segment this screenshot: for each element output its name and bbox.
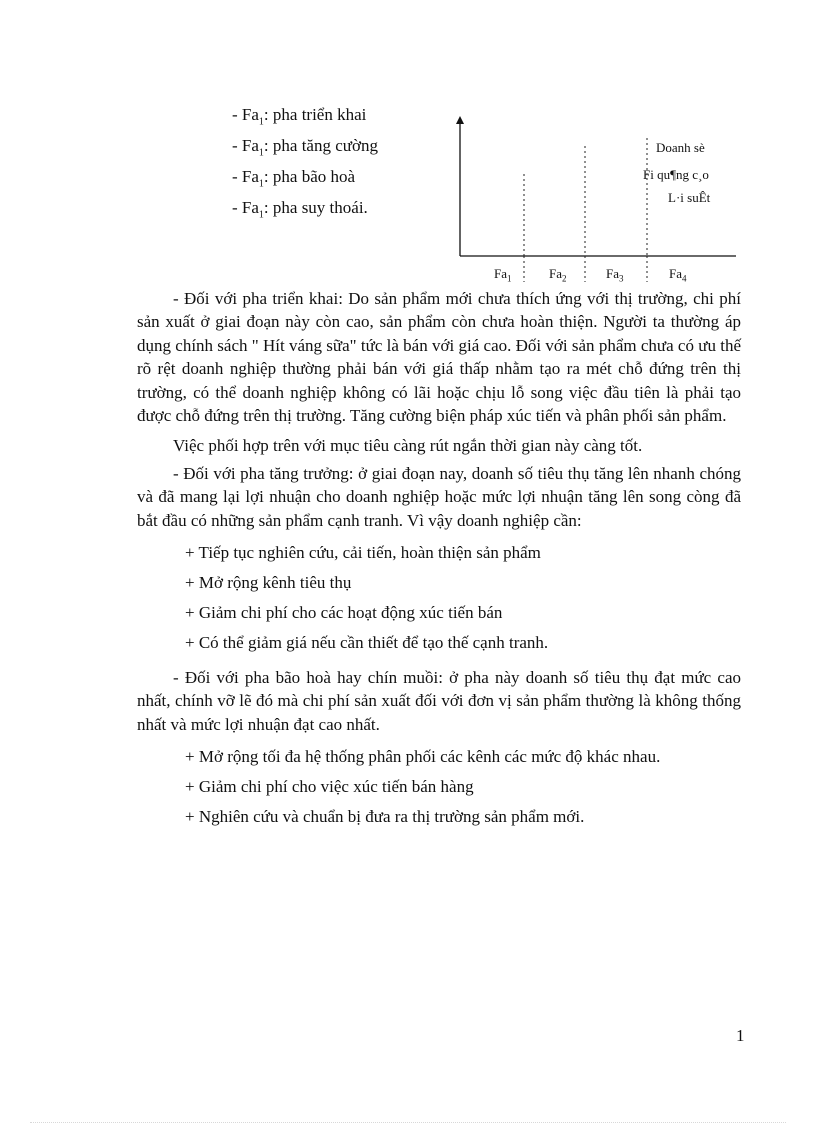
phase-list [232,103,378,227]
paragraph-maturity-phase: - Đối với pha bão hoà hay chín muồi: ở pha này doanh số tiêu thụ đạt mức cao nhất, chính vỡ lẽ đó mà chi phí sản xuất đối với đơn vị sản phẩm thường là không thống nhất và mức lợi nhuận đạt cao nhất. [137,668,741,734]
phase-label-1: $Fa_1$ [494,266,512,284]
maturity-bullet: + Nghiên cứu và chuẩn bị đưa ra thị trường sản phẩm mới. [185,807,585,827]
growth-bullet: + Tiếp tục nghiên cứu, cải tiến, hoàn thiện sản phẩm [185,543,541,563]
page-number: 1 [736,1026,745,1045]
growth-bullet: + Mở rộng kênh tiêu thụ [185,573,352,593]
phase-list-item: - $Fa_1$: pha triển khai [232,105,367,128]
phase-list-item: - $Fa_1$: pha bão hoà [232,167,356,190]
body-text [137,287,741,832]
maturity-bullet: + Mở rộng tối đa hệ thống phân phối các kênh các mức độ khác nhau. [185,747,661,767]
phase-label-3: $Fa_3$ [606,266,624,284]
legend-sales: Doanh sè [656,140,705,155]
paragraph-introduction-phase: - Đối với pha triển khai: Do sản phẩm mới chưa thích ứng với thị trường, chi phí sản xuất ở giai đoạn này còn cao, sản phẩm còn chưa hoàn thiện. Người ta thường áp dụng chính sách " Hít váng sữa" tức là bán với giá cao. Đối với sản phẩm chưa có ưu thế rõ rệt doanh nghiệp thường phải bán với giá thấp nhằm tạo ra mét chỗ đứng trên thị trường, có thể doanh nghiệp không có lãi hoặc chịu lỗ song việc đầu tiên là phải tạo được chỗ đứng trên thị trường. Tăng cường biện pháp xúc tiến và phân phối sản phẩm. [137,289,741,426]
phase-label-4: $Fa_4$ [669,266,687,284]
y-axis-arrow [456,116,464,124]
paragraph-growth-phase: - Đối với pha tăng trưởng: ở giai đoạn nay, doanh số tiêu thụ tăng lên nhanh chóng và đã mang lại lợi nhuận cho doanh nghiệp hoặc mức lợi nhuận tăng lên song còng đã bắt đầu có những sản phẩm cạnh tranh. Vì vậy doanh nghiệp cần: [137,463,741,530]
phase-list-item: - $Fa_1$: pha suy thoái. [232,198,368,221]
legend-advertising-cost: Fi qu¶ng c¸o [643,167,709,182]
phase-label-2: $Fa_2$ [549,266,567,284]
legend-profit: L·i suÊt [668,190,711,205]
paragraph-coordination: Việc phối hợp trên với mục tiêu càng rút ngắn thời gian này càng tốt. [173,436,643,456]
lifecycle-diagram [440,110,740,290]
growth-bullet: + Có thể giảm giá nếu cần thiết để tạo thế cạnh tranh. [185,633,549,653]
phase-list-item: - $Fa_1$: pha tăng cường [232,136,378,159]
maturity-bullet: + Giảm chi phí cho việc xúc tiến bán hàng [185,777,474,797]
growth-bullet: + Giảm chi phí cho các hoạt động xúc tiến bán [185,603,503,623]
